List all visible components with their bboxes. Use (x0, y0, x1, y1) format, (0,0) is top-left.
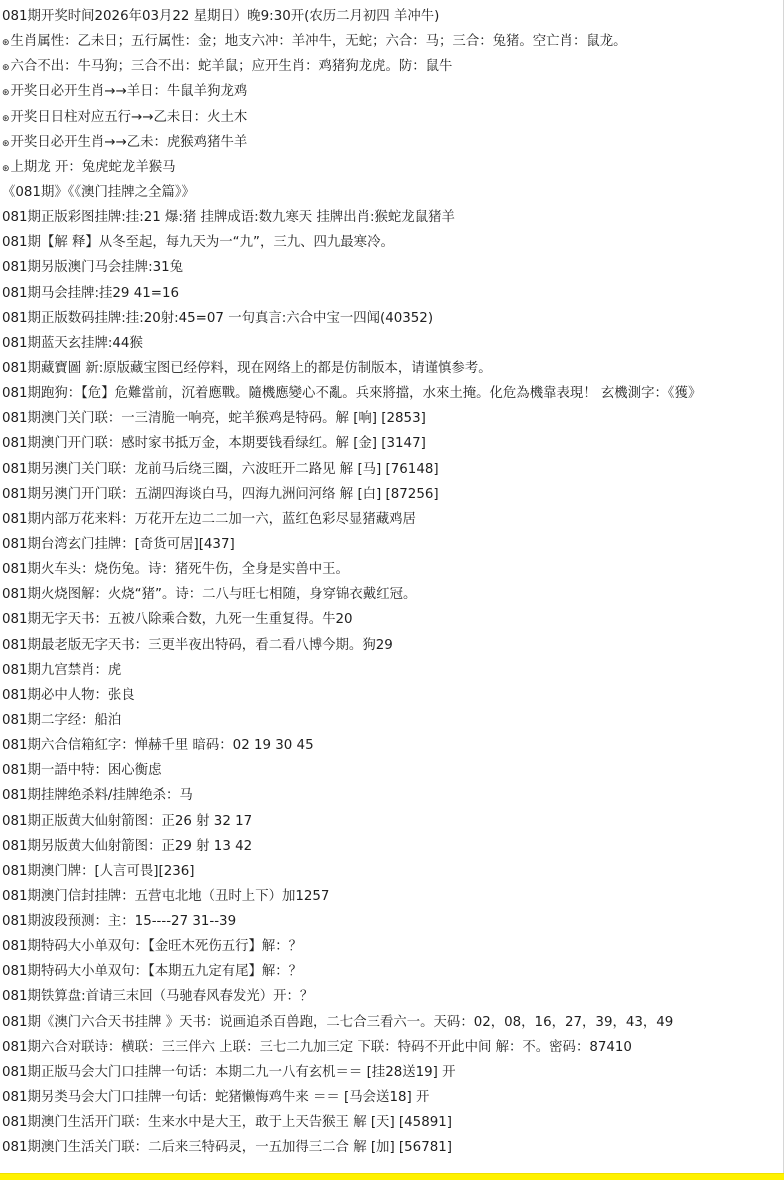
text-line (0, 683, 770, 708)
text-line (0, 733, 770, 758)
line-text: 081期马会挂牌:挂29 41=16 (2, 285, 180, 301)
text-line (0, 809, 770, 834)
text-line (0, 783, 770, 808)
line-text: 081期火烧图解：火烧“猪”。诗：二八与旺七相随，身穿锦衣戴红冠。 (2, 587, 417, 603)
line-text: 081期澳门牌：[人言可畏][236] (2, 863, 195, 879)
line-text: 081期澳门生活开门联：生来水中是大王，敢于上天告猴王 解 [天] [45891] (2, 1115, 452, 1131)
bullet-icon: ⊛ (2, 88, 10, 99)
bullet-icon: ⊛ (2, 113, 10, 124)
text-line (0, 934, 770, 959)
line-text: 081期另澳门开门联：五湖四海谈白马，四海九洲问河络 解 [白] [87256] (2, 486, 439, 502)
text-line (0, 331, 770, 356)
line-text: 081期澳门关门联：一三清脆一响亮，蛇羊猴鸡是特码。解 [响] [2853] (2, 411, 426, 427)
text-line (0, 633, 770, 658)
line-text: 081期蓝天玄挂牌:44猴 (2, 335, 143, 351)
text-line (0, 205, 770, 230)
line-text: 开奖日日柱对应五行→→乙未日：火土木 (10, 109, 248, 125)
text-line (0, 984, 770, 1009)
line-text: 开奖日必开生肖→→羊日：牛鼠羊狗龙鸡 (10, 84, 248, 100)
line-text: 081期台湾玄门挂牌：[奇货可居][437] (2, 536, 235, 552)
line-text: 081期《澳门六合天书挂牌 》天书：说画追杀百兽跑，二七合三看六一。天码：02，08，16，27，39，43，49 (2, 1014, 674, 1030)
line-text: 081期正版马会大门口挂牌一句话：本期二九一八有玄机＝＝ [挂28送19] 开 (2, 1064, 456, 1080)
text-line (0, 708, 770, 733)
text-line (0, 29, 770, 54)
text-line (0, 105, 770, 130)
text-line (0, 959, 770, 984)
text-line (0, 1085, 770, 1110)
text-line (0, 1060, 770, 1085)
line-text: 081期【解 释】从冬至起，每九天为一“九”，三九、四九最寒冷。 (2, 235, 394, 251)
text-line (0, 281, 770, 306)
bullet-icon: ⊛ (2, 63, 10, 74)
line-text: 081期另澳门关门联：龙前马后绕三圈，六波旺开二路见 解 [马] [76148] (2, 461, 439, 477)
bottom-highlight-bar (0, 1173, 784, 1180)
text-line (0, 482, 770, 507)
bullet-icon: ⊛ (2, 163, 10, 174)
line-text: 081期另类马会大门口挂牌一句话：蛇猪懒悔鸡牛来 ＝＝ [马会送18] 开 (2, 1090, 430, 1106)
text-line (0, 859, 770, 884)
text-line (0, 1135, 770, 1160)
text-line (0, 79, 770, 104)
text-line (0, 507, 770, 532)
text-line (0, 532, 770, 557)
text-line (0, 180, 770, 205)
line-text: 生肖属性：乙未日；五行属性：金；地支六冲：羊冲牛，无蛇；六合：马；三合：兔猪。空亡肖：鼠龙。 (10, 34, 627, 50)
text-line (0, 431, 770, 456)
line-text: 081期火车头：烧伤兔。诗：猪死牛伤，全身是实兽中王。 (2, 562, 349, 578)
line-text: 081期正版彩图挂牌:挂:21 爆:猪 挂牌成语:数九寒天 挂牌出肖:猴蛇龙鼠猪羊 (2, 210, 455, 226)
line-text: 081期挂牌绝杀料/挂牌绝杀：马 (2, 788, 193, 804)
text-line (0, 230, 770, 255)
line-text: 081期另版澳门马会挂牌:31兔 (2, 260, 184, 276)
text-line (0, 356, 770, 381)
line-text: 081期另版黄大仙射箭图：正29 射 13 42 (2, 838, 253, 854)
line-text: 081期澳门信封挂牌：五营屯北地（丑时上下）加1257 (2, 888, 330, 904)
line-text: 081期九宫禁肖：虎 (2, 662, 122, 678)
line-text: 081期最老版无字天书：三更半夜出特码，看二看八博今期。狗29 (2, 637, 393, 653)
line-text: 081期正版黄大仙射箭图：正26 射 32 17 (2, 813, 253, 829)
line-text: 081期六合信箱紅字：惮赫千里 暗码：02 19 30 45 (2, 738, 314, 754)
line-text: 081期六合对联诗：横联：三三伴六 上联：三七二九加三定 下联：特码不开此中间 解：不。密码：87410 (2, 1039, 632, 1055)
line-text: 开奖日必开生肖→→乙未：虎猴鸡猪牛羊 (10, 134, 248, 150)
text-line (0, 381, 770, 406)
text-line (0, 406, 770, 431)
line-text: 上期龙 开：兔虎蛇龙羊猴马 (10, 159, 176, 175)
bullet-icon: ⊛ (2, 38, 10, 49)
text-line (0, 54, 770, 79)
line-text: 《081期》《《澳门挂牌之全篇》》 (2, 184, 195, 200)
line-text: 081期澳门开门联：感时家书抵万金，本期要钱看绿红。解 [金] [3147] (2, 436, 426, 452)
text-line (0, 4, 770, 29)
text-line (0, 255, 770, 280)
text-line (0, 909, 770, 934)
text-line (0, 758, 770, 783)
line-text: 六合不出：牛马狗；三合不出：蛇羊鼠；应开生肖：鸡猪狗龙虎。防：鼠牛 (10, 59, 453, 75)
line-text: 081期必中人物：张良 (2, 687, 135, 703)
text-line (0, 1035, 770, 1060)
line-text: 081期藏寶圖 新:原版藏宝图已经停料，现在网络上的都是仿制版本，请谨慎参考。 (2, 360, 492, 376)
line-text: 081期铁算盘:首请三末回（马驰春风春发光）开：？ (2, 989, 314, 1005)
text-line (0, 834, 770, 859)
text-line (0, 582, 770, 607)
line-text: 081期开奖时间2026年03月22 星期日）晚9:30开(农历二月初四 羊冲牛) (2, 9, 440, 24)
text-line (0, 607, 770, 632)
text-line (0, 130, 770, 155)
text-line (0, 557, 770, 582)
line-text: 081期特码大小单双句：【金旺木死伤五行】解：？ (2, 939, 303, 955)
line-text: 081期无字天书：五被八除乘合数，九死一生重复得。牛20 (2, 612, 353, 628)
text-line (0, 658, 770, 683)
line-text: 081期特码大小单双句：【本期五九定有尾】解：？ (2, 964, 303, 980)
article-body (0, 4, 770, 1160)
text-line (0, 884, 770, 909)
bullet-icon: ⊛ (2, 138, 10, 149)
text-line (0, 1110, 770, 1135)
line-text: 081期内部万花来料：万花开左边二二加一六，蓝红色彩尽显猪藏鸡居 (2, 511, 416, 527)
line-text: 081期正版数码挂牌:挂:20射:45=07 一句真言:六合中宝一四闻(40352) (2, 310, 434, 326)
line-text: 081期跑狗：【危】危難當前，沉着應戰。隨機應變心不亂。兵來將擋，水來土掩。化危為機靠表現！ 玄機測字：《獲》 (2, 386, 702, 402)
line-text: 081期一語中特：困心衡虑 (2, 763, 162, 779)
text-line (0, 306, 770, 331)
text-line (0, 457, 770, 482)
line-text: 081期二字经：船泊 (2, 712, 122, 728)
line-text: 081期波段预测：主：15----27 31--39 (2, 914, 237, 930)
line-text: 081期澳门生活关门联：二后来三特码灵，一五加得三二合 解 [加] [56781] (2, 1140, 452, 1156)
text-line (0, 155, 770, 180)
text-line (0, 1010, 770, 1035)
